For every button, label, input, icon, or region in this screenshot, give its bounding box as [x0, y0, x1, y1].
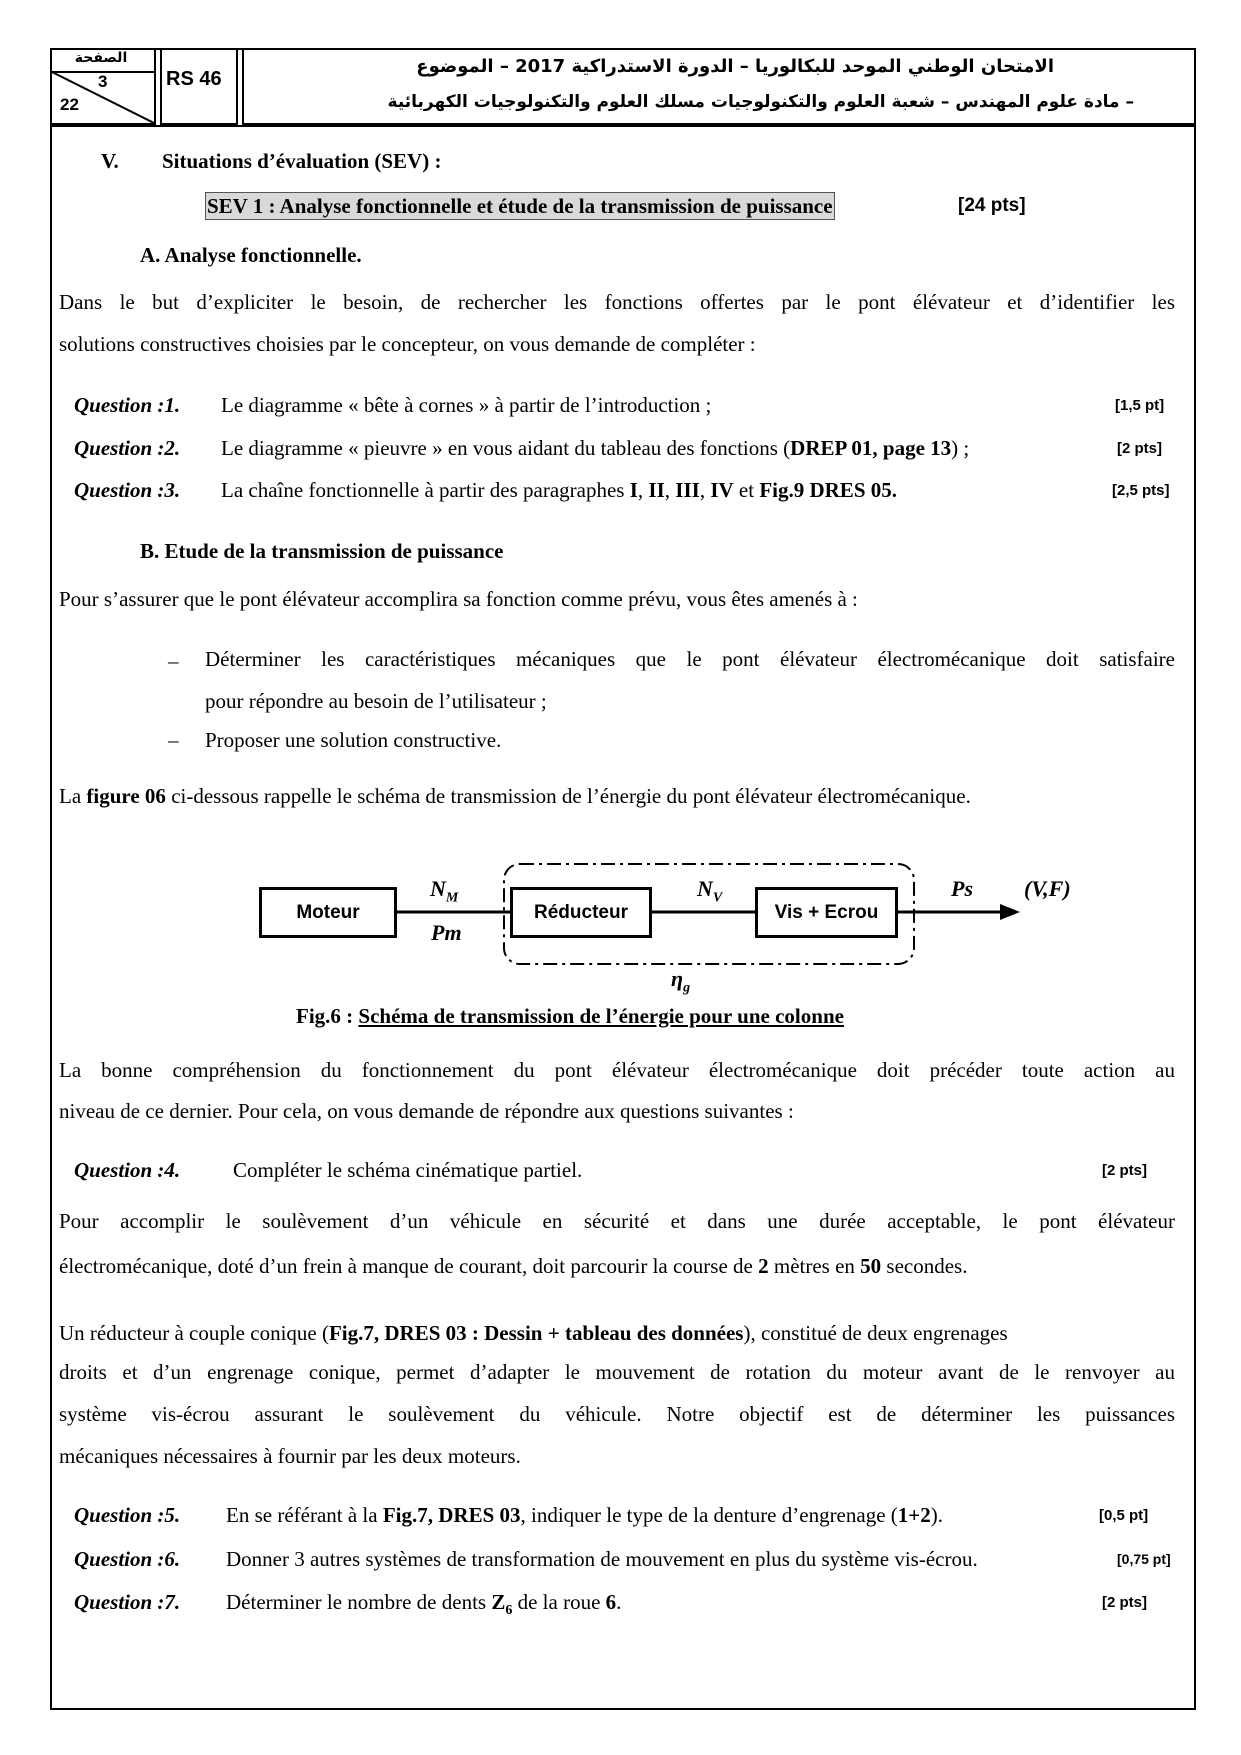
q3-points: [2,5 pts] — [1112, 482, 1170, 499]
motor-box: Moteur — [259, 887, 397, 938]
q7-teeth-subscript: 6 — [505, 1603, 513, 1619]
reducer-box: Réducteur — [510, 887, 652, 938]
q4-text: Compléter le schéma cinématique partiel. — [233, 1158, 583, 1182]
q3-sep2: , — [664, 478, 676, 502]
q1-label: Question :1. — [74, 393, 181, 417]
q3-ref-fig9: Fig.9 DRES 05. — [759, 478, 897, 502]
motor-speed-subscript: M — [445, 890, 459, 906]
q5-text-mid: , indiquer le type de la denture d’engrenage ( — [520, 1503, 898, 1527]
exam-code-box — [160, 48, 238, 125]
q3-ref-iii: III — [675, 478, 700, 502]
screw-speed-label — [697, 876, 722, 906]
q6-label: Question :6. — [74, 1547, 181, 1571]
output-power-label: Ps — [951, 876, 973, 901]
global-efficiency-symbol: η — [671, 966, 684, 991]
page-label: الصفحة — [74, 50, 128, 66]
part-b-title: B. Etude de la transmission de puissance — [140, 539, 504, 563]
q5-points: [0,5 pt] — [1099, 1507, 1149, 1524]
part-a-intro-line2: solutions constructives choisies par le concepteur, on vous demande de compléter : — [59, 332, 756, 356]
para3-line1-post: ), constitué de deux engrenages — [743, 1321, 1008, 1345]
figure-intro — [59, 783, 971, 809]
q2-ref: DREP 01, page 13 — [790, 436, 952, 460]
q7-text-post: . — [616, 1590, 622, 1614]
para3-line3: système vis-écrou assurant le soulèvement du véhicule. Notre objectif est de déterminer les puissances — [59, 1402, 1175, 1426]
exam-title-box — [242, 48, 1196, 125]
q6-points: [0,75 pt] — [1117, 1551, 1171, 1567]
section-title: Situations d’évaluation (SEV) : — [162, 149, 442, 173]
bullet1-line2: pour répondre au besoin de l’utilisateur ; — [205, 689, 547, 713]
exam-title-line2: – مادة علوم المهندس – شعبة العلوم والتكنولوجيات مسلك العلوم والتكنولوجيات الكهربائية — [387, 92, 1134, 112]
para2-line1: Pour accomplir le soulèvement d’un véhicule en sécurité et dans une durée acceptable, le pont élévateur — [59, 1209, 1175, 1233]
sev1-title: SEV 1 : Analyse fonctionnelle et étude de la transmission de puissance — [207, 194, 833, 218]
page-total: 22 — [60, 95, 79, 114]
exam-title-line1: الامتحان الوطني الموحد للبكالوريا – الدورة الاستدراكية 2017 – الموضوع — [416, 56, 1054, 77]
para2-distance: 2 — [758, 1254, 769, 1278]
bullet2-text: Proposer une solution constructive. — [205, 728, 502, 752]
q3-ref-i: I — [629, 478, 638, 502]
page-number: 3 — [98, 72, 108, 91]
para3-line4: mécaniques nécessaires à fournir par les deux moteurs. — [59, 1444, 521, 1468]
q7-text-pre: Déterminer le nombre de dents — [226, 1590, 492, 1614]
header-rule — [50, 125, 1196, 127]
global-efficiency-label — [671, 966, 690, 996]
figure-intro-ref: figure 06 — [86, 784, 166, 808]
q7-text — [226, 1589, 621, 1624]
output-velocity-force-label: (V,F) — [1024, 876, 1071, 901]
para3-ref: Fig.7, DRES 03 : Dessin + tableau des données — [328, 1321, 744, 1345]
part-a-title: A. Analyse fonctionnelle. — [140, 243, 362, 267]
para2-duration: 50 — [860, 1254, 882, 1278]
q5-ref: Fig.7, DRES 03 — [382, 1503, 521, 1527]
motor-power-label: Pm — [431, 920, 462, 945]
figure-caption-text: Schéma de transmission de l’énergie pour une colonne — [358, 1004, 844, 1028]
figure-caption — [296, 1003, 844, 1029]
bullet2-dash: – — [168, 728, 179, 752]
figure-intro-post: ci-dessous rappelle le schéma de transmission de l’énergie du pont élévateur électromécanique. — [165, 784, 971, 808]
q1-text: Le diagramme « bête à cornes » à partir de l’introduction ; — [221, 393, 712, 417]
para3-line2: droits et d’un engrenage conique, permet d’adapter le mouvement de rotation du moteur avant de le renvoyer au — [59, 1360, 1175, 1384]
figure-caption-prefix: Fig.6 : — [296, 1004, 359, 1028]
exam-code: RS 46 — [166, 68, 222, 90]
q1-points: [1,5 pt] — [1115, 397, 1165, 414]
para3-line1 — [59, 1320, 1008, 1346]
para3-line1-pre: Un réducteur à couple conique ( — [59, 1321, 329, 1345]
part-a-intro-line1: Dans le but d’expliciter le besoin, de rechercher les fonctions offertes par le pont élévateur et d’identifier les — [59, 290, 1175, 314]
q3-sep3: , — [699, 478, 711, 502]
screw-speed-subscript: V — [712, 890, 723, 906]
q3-text — [221, 477, 897, 503]
bullet1-line1: Déterminer les caractéristiques mécaniques que le pont élévateur électromécanique doit satisfaire — [205, 647, 1175, 671]
q3-text-pre: La chaîne fonctionnelle à partir des paragraphes — [221, 478, 630, 502]
q2-label: Question :2. — [74, 436, 181, 460]
sev1-points: [24 pts] — [958, 195, 1026, 216]
q5-text — [226, 1502, 943, 1528]
figure-intro-pre: La — [59, 784, 87, 808]
q7-teeth-symbol: Z — [491, 1590, 506, 1614]
q5-text-post: ). — [930, 1503, 943, 1527]
q3-sep1: , — [637, 478, 649, 502]
q4-points: [2 pts] — [1102, 1162, 1147, 1179]
para2-line2-mid: mètres en — [768, 1254, 861, 1278]
q2-text — [221, 435, 969, 461]
page-number-box — [50, 48, 156, 125]
after-fig-line1: La bonne compréhension du fonctionnement du pont élévateur électromécanique doit précéder toute action au — [59, 1058, 1175, 1082]
after-fig-line2: niveau de ce dernier. Pour cela, on vous demande de répondre aux questions suivantes : — [59, 1099, 794, 1123]
q3-ref-iv: IV — [710, 478, 734, 502]
q7-wheel-number: 6 — [605, 1590, 617, 1614]
q5-text-pre: En se référant à la — [226, 1503, 383, 1527]
para2-line2-pre: électromécanique, doté d’un frein à manque de courant, doit parcourir la course de — [59, 1254, 759, 1278]
para2-line2-post: secondes. — [881, 1254, 968, 1278]
q5-label: Question :5. — [74, 1503, 181, 1527]
q4-label: Question :4. — [74, 1158, 181, 1182]
q2-text-pre: Le diagramme « pieuvre » en vous aidant du tableau des fonctions ( — [221, 436, 791, 460]
motor-speed-label — [430, 876, 458, 906]
motor-speed-symbol: N — [430, 876, 446, 901]
q3-label: Question :3. — [74, 478, 181, 502]
q7-label: Question :7. — [74, 1590, 181, 1614]
q7-points: [2 pts] — [1102, 1594, 1147, 1611]
screw-speed-symbol: N — [697, 876, 713, 901]
q3-sep4: et — [733, 478, 760, 502]
q2-text-post: ) ; — [951, 436, 970, 460]
para2-line2 — [59, 1253, 967, 1279]
bullet1-dash: – — [168, 649, 179, 673]
global-efficiency-subscript: g — [683, 980, 691, 996]
q7-text-mid: de la roue — [512, 1590, 606, 1614]
q5-gears: 1+2 — [897, 1503, 931, 1527]
q3-ref-ii: II — [648, 478, 665, 502]
q6-text: Donner 3 autres systèmes de transformation de mouvement en plus du système vis-écrou. — [226, 1547, 978, 1571]
screw-nut-box: Vis + Ecrou — [755, 887, 898, 938]
q2-points: [2 pts] — [1117, 440, 1162, 457]
part-b-intro: Pour s’assurer que le pont élévateur accomplira sa fonction comme prévu, vous êtes amenés à : — [59, 587, 858, 611]
section-number: V. — [101, 149, 119, 173]
